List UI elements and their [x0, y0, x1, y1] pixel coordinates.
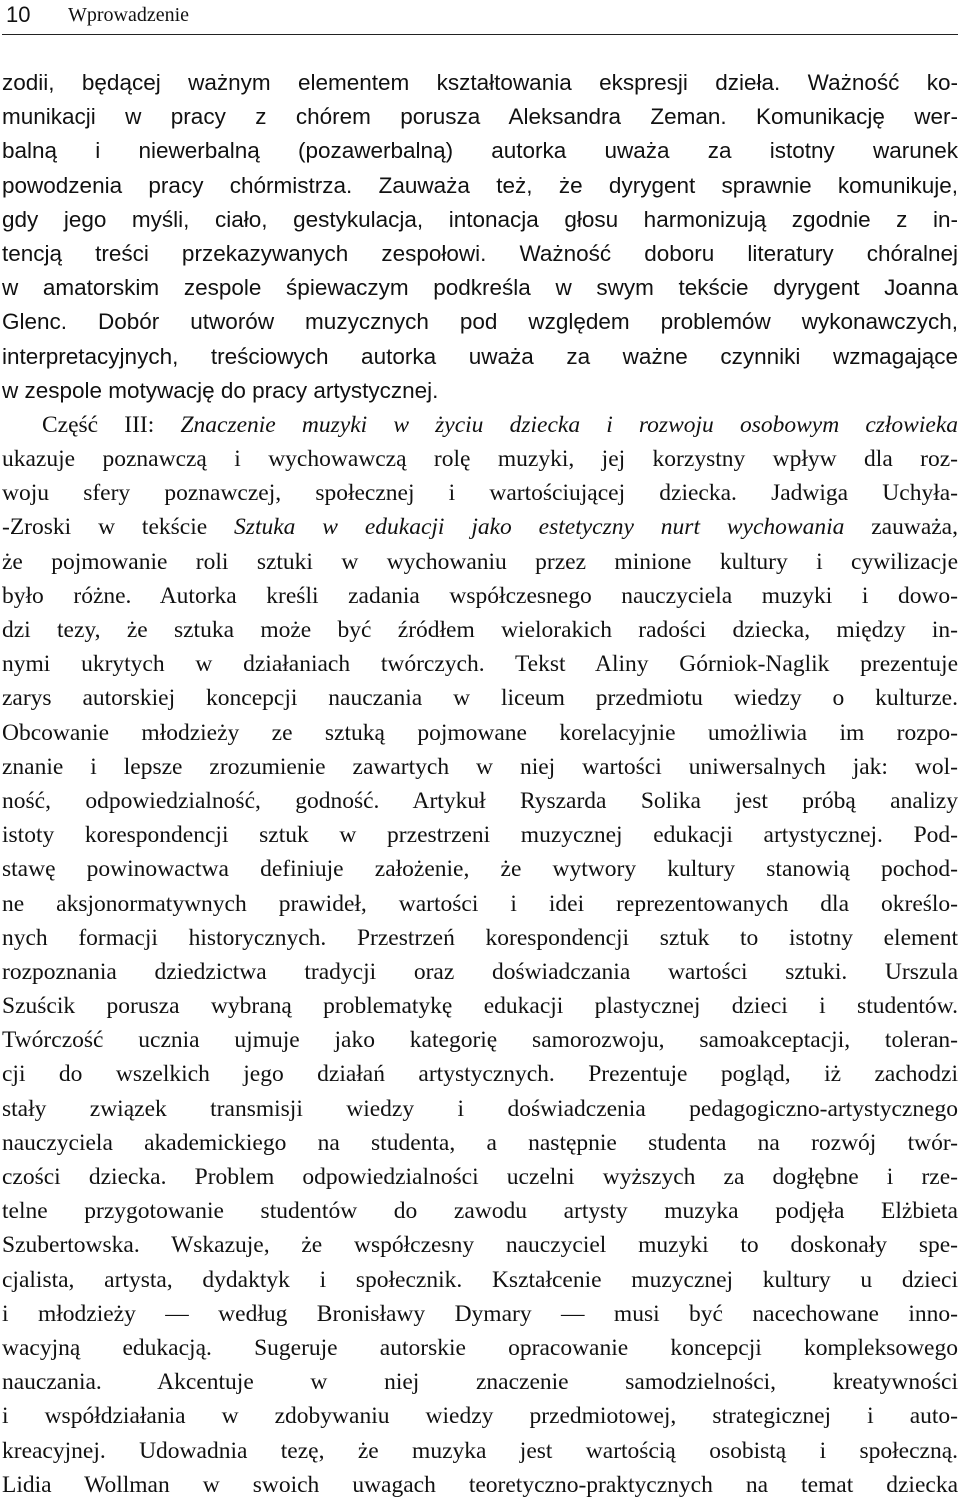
- text-line: cjalista, artysta, dydaktyk i społecznik. Kształcenie muzycznej kultury u dzieci: [2, 1266, 958, 1293]
- text-span: -Zroski w tekście: [2, 514, 235, 541]
- page-number: 10: [6, 2, 31, 27]
- text-line: rozpoznania dziedzictwa tradycji oraz doświadczania wartości sztuki. Urszula: [2, 958, 958, 985]
- text-line: ne aksjonormatywnych prawideł, wartości i idei reprezentowanych dla określo-: [2, 890, 958, 917]
- text-line: zodii, będącej ważnym elementem kształtowania ekspresji dzieła. Ważność ko-: [2, 70, 958, 95]
- text-line: i młodzieży — według Bronisławy Dymary — musi być nacechowane inno-: [2, 1300, 958, 1327]
- running-title: Wprowadzenie: [68, 4, 190, 26]
- text-line: dzi tezy, że sztuka może być źródłem wielorakich radości dziecka, między in-: [2, 617, 958, 643]
- text-line: telne przygotowanie studentów do zawodu artysty muzyka podjęła Elżbieta: [2, 1198, 958, 1225]
- text-line: w amatorskim zespole śpiewaczym podkreśla w swym tekście dyrygent Joanna: [2, 275, 958, 301]
- text-line: nych formacji historycznych. Przestrzeń korespondencji sztuk to istotny element: [2, 924, 958, 951]
- text-line: [2, 408, 958, 442]
- text-line: Szuścik porusza wybraną problematykę edukacji plastycznej dzieci i studentów.: [2, 993, 958, 1020]
- text-line: Obcowanie młodzieży ze sztuką pojmowane korelacyjnie umożliwia im rozpo-: [2, 719, 958, 746]
- text-span: zauważa,: [844, 514, 958, 541]
- text-line: i współdziałania w zdobywaniu wiedzy przedmiotowej, strategicznej i auto-: [2, 1403, 958, 1430]
- text-line: nymi ukrytych w działaniach twórczych. Tekst Aliny Górniok-Naglik prezentuje: [2, 651, 958, 678]
- text-line: Lidia Wollman w swoich uwagach teoretyczno-praktycznych na temat dziecka: [2, 1471, 958, 1498]
- text-line: ukazuje poznawczą i wychowawczą rolę muzyki, jej korzystny wpływ dla roz-: [2, 446, 958, 473]
- body-text: [2, 66, 958, 1502]
- text-line: ność, odpowiedzialność, godność. Artykuł Ryszarda Solika jest próbą analizy: [2, 787, 958, 814]
- text-line: interpretacyjnych, treściowych autorka uważa za ważne czynniki wzmagające: [2, 343, 958, 369]
- text-line: że pojmowanie roli sztuki w wychowaniu przez minione kultury i cywilizacje: [2, 548, 958, 575]
- text-line: [2, 510, 958, 544]
- text-span: Część III:: [42, 411, 181, 438]
- text-line: munikacji w pracy z chórem porusza Aleksandra Zeman. Komunikację wer-: [2, 104, 958, 130]
- italic-title: Sztuka w edukacji jako estetyczny nurt wychowania: [234, 514, 845, 541]
- text-line: balną i niewerbalną (pozawerbalną) autorka uważa za istotny warunek: [2, 138, 958, 164]
- text-line: w zespole motywację do pracy artystycznej.: [2, 377, 439, 403]
- text-line: tencją treści przekazywanych zespołowi. Ważność doboru literatury chóralnej: [2, 240, 958, 266]
- text-line: woju sfery poznawczej, społecznej i wartościującej dziecka. Jadwiga Uchyła-: [2, 480, 958, 507]
- text-line: stawę powinowactwa definiuje założenie, że wytwory kultury stanowią pochod-: [2, 856, 958, 883]
- text-line: było różne. Autorka kreśli zadania współczesnego nauczyciela muzyki i dowo-: [2, 582, 958, 609]
- text-line: powodzenia pracy chórmistrza. Zauważa też, że dyrygent sprawnie komunikuje,: [2, 172, 958, 198]
- text-line: istoty korespondencji sztuk w przestrzeni muzycznej edukacji artystycznej. Pod-: [2, 822, 958, 849]
- running-header: [2, 0, 958, 35]
- text-line: gdy jego myśli, ciało, gestykulacja, intonacja głosu harmonizują zgodnie z in-: [2, 206, 958, 232]
- text-line: Glenc. Dobór utworów muzycznych pod względem problemów wykonawczych,: [2, 309, 958, 335]
- text-line: Szubertowska. Wskazuje, że współczesny nauczyciel muzyki to doskonały spe-: [2, 1232, 958, 1259]
- text-line: czości dziecka. Problem odpowiedzialności uczelni wyższych za dogłębne i rze-: [2, 1164, 958, 1190]
- text-line: stały związek transmisji wiedzy i doświadczenia pedagogiczno-artystycznego: [2, 1095, 958, 1122]
- text-line: nauczyciela akademickiego na studenta, a następnie studenta na rozwój twór-: [2, 1129, 958, 1156]
- text-line: nauczania. Akcentuje w niej znaczenie samodzielności, kreatywności: [2, 1369, 958, 1396]
- text-line: znanie i lepsze zrozumienie zawartych w niej wartości uniwersalnych jak: wol-: [2, 753, 958, 780]
- text-line: zarys autorskiej koncepcji nauczania w liceum przedmiotu wiedzy o kulturze.: [2, 685, 958, 712]
- italic-title: Znaczenie muzyki w życiu dziecka i rozwoju osobowym człowieka: [180, 411, 958, 438]
- text-line: Twórczość ucznia ujmuje jako kategorię samorozwoju, samoakceptacji, toleran-: [2, 1027, 958, 1054]
- text-line: wacyjną edukacją. Sugeruje autorskie opracowanie koncepcji kompleksowego: [2, 1334, 958, 1361]
- text-line: cji do wszelkich jego działań artystycznych. Prezentuje pogląd, iż zachodzi: [2, 1061, 958, 1088]
- text-line: kreacyjnej. Udowadnia tezę, że muzyka jest wartością osobistą i społeczną.: [2, 1437, 958, 1464]
